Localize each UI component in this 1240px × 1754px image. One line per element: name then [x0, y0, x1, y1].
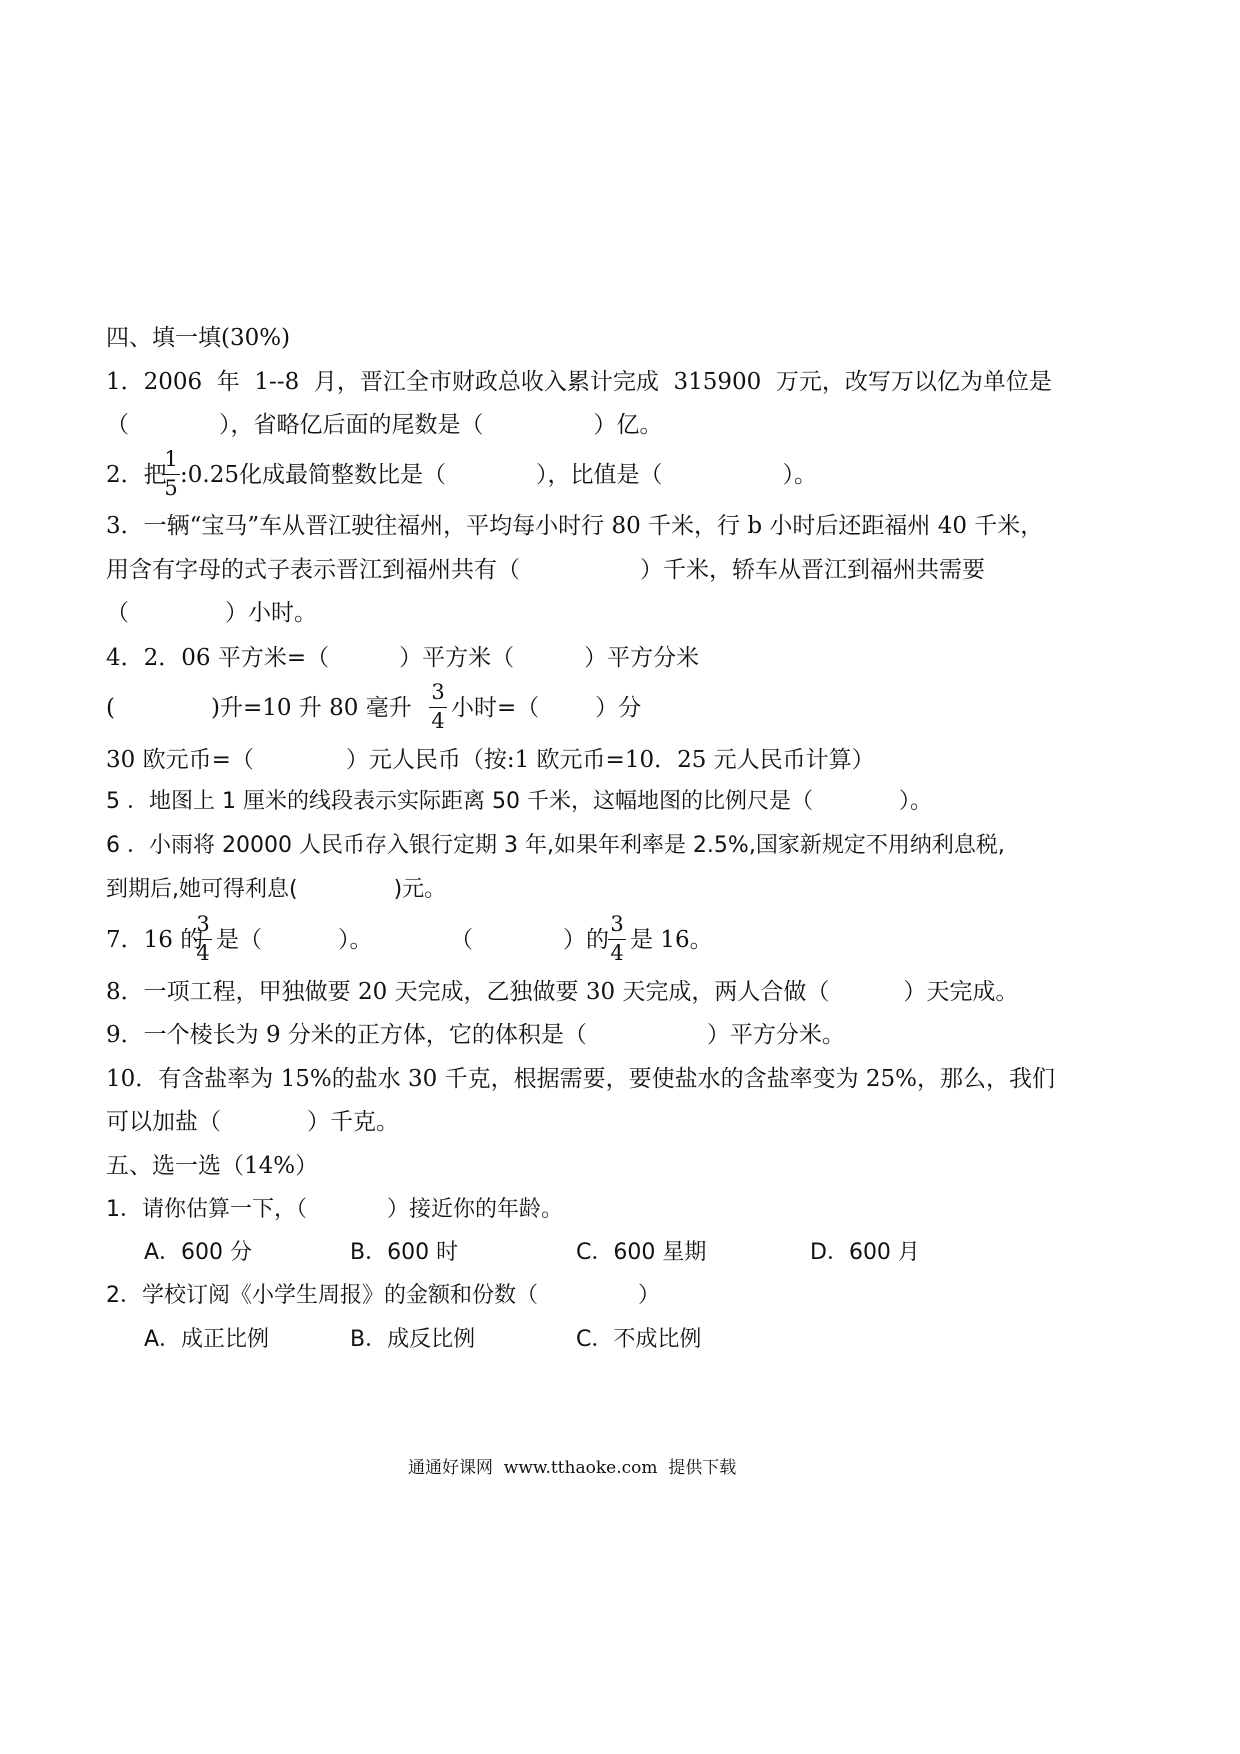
- q4-line1: [106, 644, 699, 672]
- q7-frac1-num: 3: [196, 912, 210, 936]
- q4-text-b: ）平方米（: [399, 645, 515, 671]
- q7-frac2-num: 3: [610, 912, 624, 936]
- q4-text-d: (: [106, 695, 115, 721]
- section5-title: 五、选一选（14%）: [106, 1153, 319, 1179]
- s5-q2-text-b: ）: [638, 1283, 661, 1308]
- q2-text-a: :0.25化成最简整数比是（: [180, 462, 446, 488]
- section4-title: 四、填一填(30%): [106, 325, 291, 351]
- q2-pre: 2．把: [106, 462, 167, 488]
- q3-text-b: ）千米，轿车从晋江到福州共需要: [640, 557, 985, 583]
- s5-q1-option-d: D．600 月: [810, 1240, 920, 1265]
- q9-text-b: ）平方分米。: [706, 1022, 845, 1048]
- q4-text-f: 小时=（: [451, 695, 540, 721]
- q4-line2a: [106, 694, 412, 722]
- q10-text-a: 可以加盐（: [106, 1109, 221, 1135]
- q10-line1: 10．有含盐率为 15%的盐水 30 千克，根据需要，要使盐水的含盐率变为 25%，那么，我们: [106, 1066, 1056, 1092]
- q5-line: [106, 788, 932, 816]
- q4-line2b: [451, 694, 641, 722]
- q7-frac2-den: 4: [610, 941, 624, 965]
- q7-text-c: ）。: [338, 927, 373, 953]
- q7-line-a: [216, 926, 373, 954]
- s5-q1-text-b: ）接近你的年龄。: [387, 1197, 564, 1222]
- q10-line2: [106, 1108, 399, 1136]
- q3-text-c: （: [106, 600, 129, 626]
- q4-text-g: ）分: [595, 695, 642, 721]
- q3-text-d: ）小时。: [225, 600, 317, 626]
- q3-line1: 3．一辆“宝马”车从晋江驶往福州，平均每小时行 80 千米，行 b 小时后还距福州 40 千米，: [106, 513, 1044, 539]
- q4-frac-num: 3: [431, 680, 445, 704]
- s5-q1-line: [106, 1196, 563, 1224]
- q4-text-h: 30 欧元币=（: [106, 747, 254, 773]
- q2-frac-bar: [162, 474, 180, 475]
- q4-text-a: 4．2．06 平方米=（: [106, 645, 330, 671]
- q1-line1: 1．2006 年 1--8 月，晋江全市财政总收入累计完成 315900 万元，改写万以亿为单位是: [106, 369, 1052, 395]
- q7-frac2-bar: [608, 939, 626, 940]
- q3-text-a: 用含有字母的式子表示晋江到福州共有（: [106, 557, 520, 583]
- q5-text-a: 5 ．地图上 1 厘米的线段表示实际距离 50 千米，这幅地图的比例尺是（: [106, 789, 813, 814]
- q2-text-b: ），比值是（: [535, 462, 663, 488]
- s5-q1-text-a: 1．请你估算一下，（: [106, 1197, 307, 1222]
- s5-q1-option-a: A．600 分: [144, 1240, 253, 1265]
- q8-text-a: 8．一项工程，甲独做要 20 天完成，乙独做要 30 天完成，两人合做（: [106, 979, 830, 1005]
- q4-text-e: )升=10 升 80 毫升: [210, 695, 412, 721]
- q7-text-a: 7．16 的: [106, 927, 204, 953]
- q6-line2: [106, 876, 446, 904]
- s5-q2-option-b: B．成反比例: [350, 1327, 476, 1352]
- q2-text-c: ）。: [782, 462, 817, 488]
- q3-line2: [106, 556, 985, 584]
- q10-text-b: ）千克。: [307, 1109, 399, 1135]
- q1-end: ）亿。: [593, 412, 663, 438]
- q4-text-c: ）平方分米: [584, 645, 700, 671]
- q5-text-b: ）。: [898, 789, 932, 814]
- q9-text-a: 9．一个棱长为 9 分米的正方体，它的体积是（: [106, 1022, 587, 1048]
- q7-line-b: [450, 926, 609, 954]
- q6-text-a: 到期后,她可得利息(: [106, 877, 298, 902]
- q8-text-b: ）天完成。: [903, 979, 1019, 1005]
- q2-line: [180, 461, 817, 489]
- q6-text-b: )元。: [393, 877, 447, 902]
- s5-q1-option-b: B．600 时: [350, 1240, 459, 1265]
- s5-q2-text-a: 2．学校订阅《小学生周报》的金额和份数（: [106, 1283, 538, 1308]
- q1-paren-open: （: [106, 412, 129, 438]
- s5-q2-option-c: C．不成比例: [576, 1327, 702, 1352]
- q7-frac1-den: 4: [196, 941, 210, 965]
- q4-frac-bar: [429, 707, 447, 708]
- s5-q1-option-c: C．600 星期: [576, 1240, 707, 1265]
- q6-line1: 6 ．小雨将 20000 人民币存入银行定期 3 年,如果年利率是 2.5%,国家新规定不用纳利息税,: [106, 833, 1005, 858]
- q4-text-i: ）元人民币（按:1 欧元币=10．25 元人民币计算）: [345, 747, 875, 773]
- q7-text-b: 是（: [216, 927, 262, 953]
- s5-q2-line: [106, 1282, 660, 1310]
- q1-line2: [106, 411, 663, 439]
- q4-frac-den: 4: [431, 709, 445, 733]
- page-footer: 通通好课网 www.tthaoke.com 提供下载: [408, 1458, 737, 1478]
- q4-line3: [106, 746, 875, 774]
- q7-text-e: ）的: [563, 927, 609, 953]
- q8-line: [106, 978, 1018, 1006]
- q9-line: [106, 1021, 845, 1049]
- q2-frac-den: 5: [164, 476, 178, 500]
- s5-q2-option-a: A．成正比例: [144, 1327, 270, 1352]
- q1-mid: ），省略亿后面的尾数是（: [219, 412, 484, 438]
- q2-frac-num: 1: [164, 447, 178, 471]
- q7-frac1-bar: [194, 939, 212, 940]
- q3-line3: [106, 599, 317, 627]
- q7-text-d: （: [450, 927, 473, 953]
- q7-text-f: 是 16。: [630, 927, 713, 953]
